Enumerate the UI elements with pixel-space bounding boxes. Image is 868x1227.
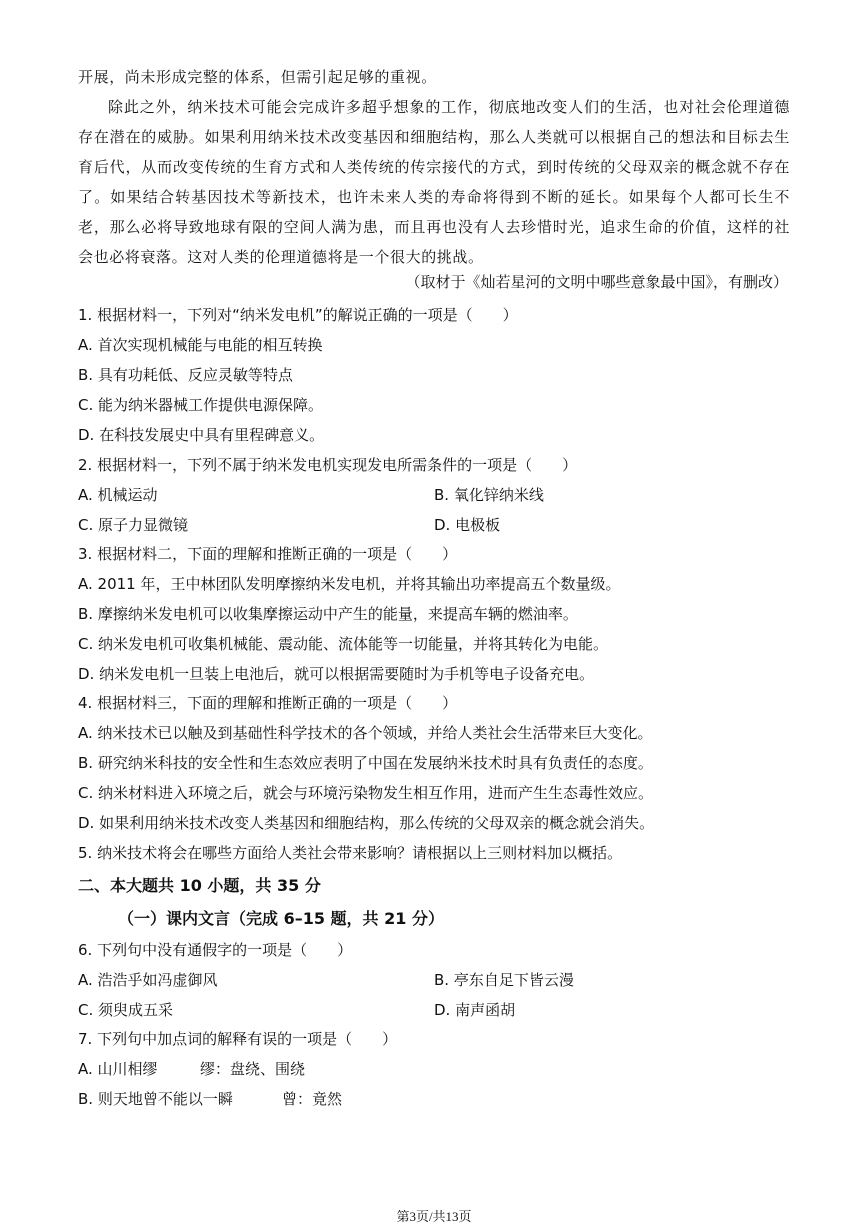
question-6-option-a: A. 浩浩乎如冯虚御风 bbox=[78, 971, 218, 989]
question-3-option-a: A. 2011 年，王中林团队发明摩擦纳米发电机，并将其输出功率提高五个数量级。 bbox=[78, 575, 621, 593]
passage-source: （取材于《灿若星河的文明中哪些意象最中国》，有删改） bbox=[405, 273, 788, 291]
question-5-stem: 5. 纳米技术将会在哪些方面给人类社会带来影响？请根据以上三则材料加以概括。 bbox=[78, 844, 623, 862]
question-3-stem: 3. 根据材料二，下面的理解和推断正确的一项是（ ） bbox=[78, 545, 458, 563]
passage-paragraph: 除此之外，纳米技术可能会完成许多超乎想象的工作，彻底地改变人们的生活，也对社会伦理道德存在潜在的威胁。如果利用纳米技术改变基因和细胞结构，那么人类就可以根据自己的想法和目标去生育后代，从而改变传统的生育方式和人类传统的传宗接代的方式，到时传统的父母双亲的概念就不存在了。如果结合转基因技术等新技术，也许未来人类的寿命将得到不断的延长。如果每个人都可长生不老，那么必将导致地球有限的空间人满为患，而且再也没有人去珍惜时光，追求生命的价值，这样的社会也必将衰落。这对人类的伦理道德将是一个很大的挑战。 bbox=[78, 98, 790, 266]
question-7-stem: 7. 下列句中加点词的解释有误的一项是（ ） bbox=[78, 1030, 398, 1048]
question-1-option-c: C. 能为纳米器械工作提供电源保障。 bbox=[78, 396, 324, 414]
question-6-option-d: D. 南声函胡 bbox=[434, 1001, 516, 1019]
question-2-option-d: D. 电极板 bbox=[434, 516, 501, 534]
reading-passage bbox=[78, 62, 790, 272]
question-6-option-b: B. 亭东自足下皆云漫 bbox=[434, 971, 574, 989]
question-4-option-b: B. 研究纳米科技的安全性和生态效应表明了中国在发展纳米技术时具有负责任的态度。 bbox=[78, 754, 653, 772]
question-6-stem: 6. 下列句中没有通假字的一项是（ ） bbox=[78, 941, 353, 959]
question-3-option-b: B. 摩擦纳米发电机可以收集摩擦运动中产生的能量，来提高车辆的燃油率。 bbox=[78, 605, 578, 623]
section-heading: 二、本大题共 10 小题，共 35 分 bbox=[78, 876, 321, 895]
question-4-option-d: D. 如果利用纳米技术改变人类基因和细胞结构，那么传统的父母双亲的概念就会消失。 bbox=[78, 814, 655, 832]
passage-line: 开展，尚未形成完整的体系，但需引起足够的重视。 bbox=[78, 68, 437, 86]
question-3-option-c: C. 纳米发电机可收集机械能、震动能、流体能等一切能量，并将其转化为电能。 bbox=[78, 635, 609, 653]
question-7-option-b: B. 则天地曾不能以一瞬 bbox=[78, 1090, 233, 1108]
question-1-option-d: D. 在科技发展史中具有里程碑意义。 bbox=[78, 426, 325, 444]
question-4-option-a: A. 纳米技术已以触及到基础性科学技术的各个领域，并给人类社会生活带来巨大变化。 bbox=[78, 724, 653, 742]
question-1-option-b: B. 具有功耗低、反应灵敏等特点 bbox=[78, 366, 293, 384]
question-7-option-a-gloss: 缪：盘绕、围绕 bbox=[200, 1060, 306, 1078]
section-subheading: （一）课内文言（完成 6–15 题，共 21 分） bbox=[118, 909, 444, 928]
question-6-option-c: C. 须臾成五采 bbox=[78, 1001, 174, 1019]
question-1-option-a: A. 首次实现机械能与电能的相互转换 bbox=[78, 336, 323, 354]
question-4-option-c: C. 纳米材料进入环境之后，就会与环境污染物发生相互作用，进而产生生态毒性效应。 bbox=[78, 784, 654, 802]
question-4-stem: 4. 根据材料三，下面的理解和推断正确的一项是（ ） bbox=[78, 694, 458, 712]
question-3-option-d: D. 纳米发电机一旦装上电池后，就可以根据需要随时为手机等电子设备充电。 bbox=[78, 665, 595, 683]
question-2-stem: 2. 根据材料一，下列不属于纳米发电机实现发电所需条件的一项是（ ） bbox=[78, 456, 578, 474]
question-1-stem: 1. 根据材料一，下列对“纳米发电机”的解说正确的一项是（ ） bbox=[78, 306, 518, 324]
question-7-option-a: A. 山川相缪 bbox=[78, 1060, 158, 1078]
question-2-option-a: A. 机械运动 bbox=[78, 486, 158, 504]
page-number: 第3页/共13页 bbox=[396, 1209, 472, 1224]
question-2-option-b: B. 氧化锌纳米线 bbox=[434, 486, 544, 504]
question-7-option-b-gloss: 曾：竟然 bbox=[282, 1090, 343, 1108]
question-2-option-c: C. 原子力显微镜 bbox=[78, 516, 189, 534]
